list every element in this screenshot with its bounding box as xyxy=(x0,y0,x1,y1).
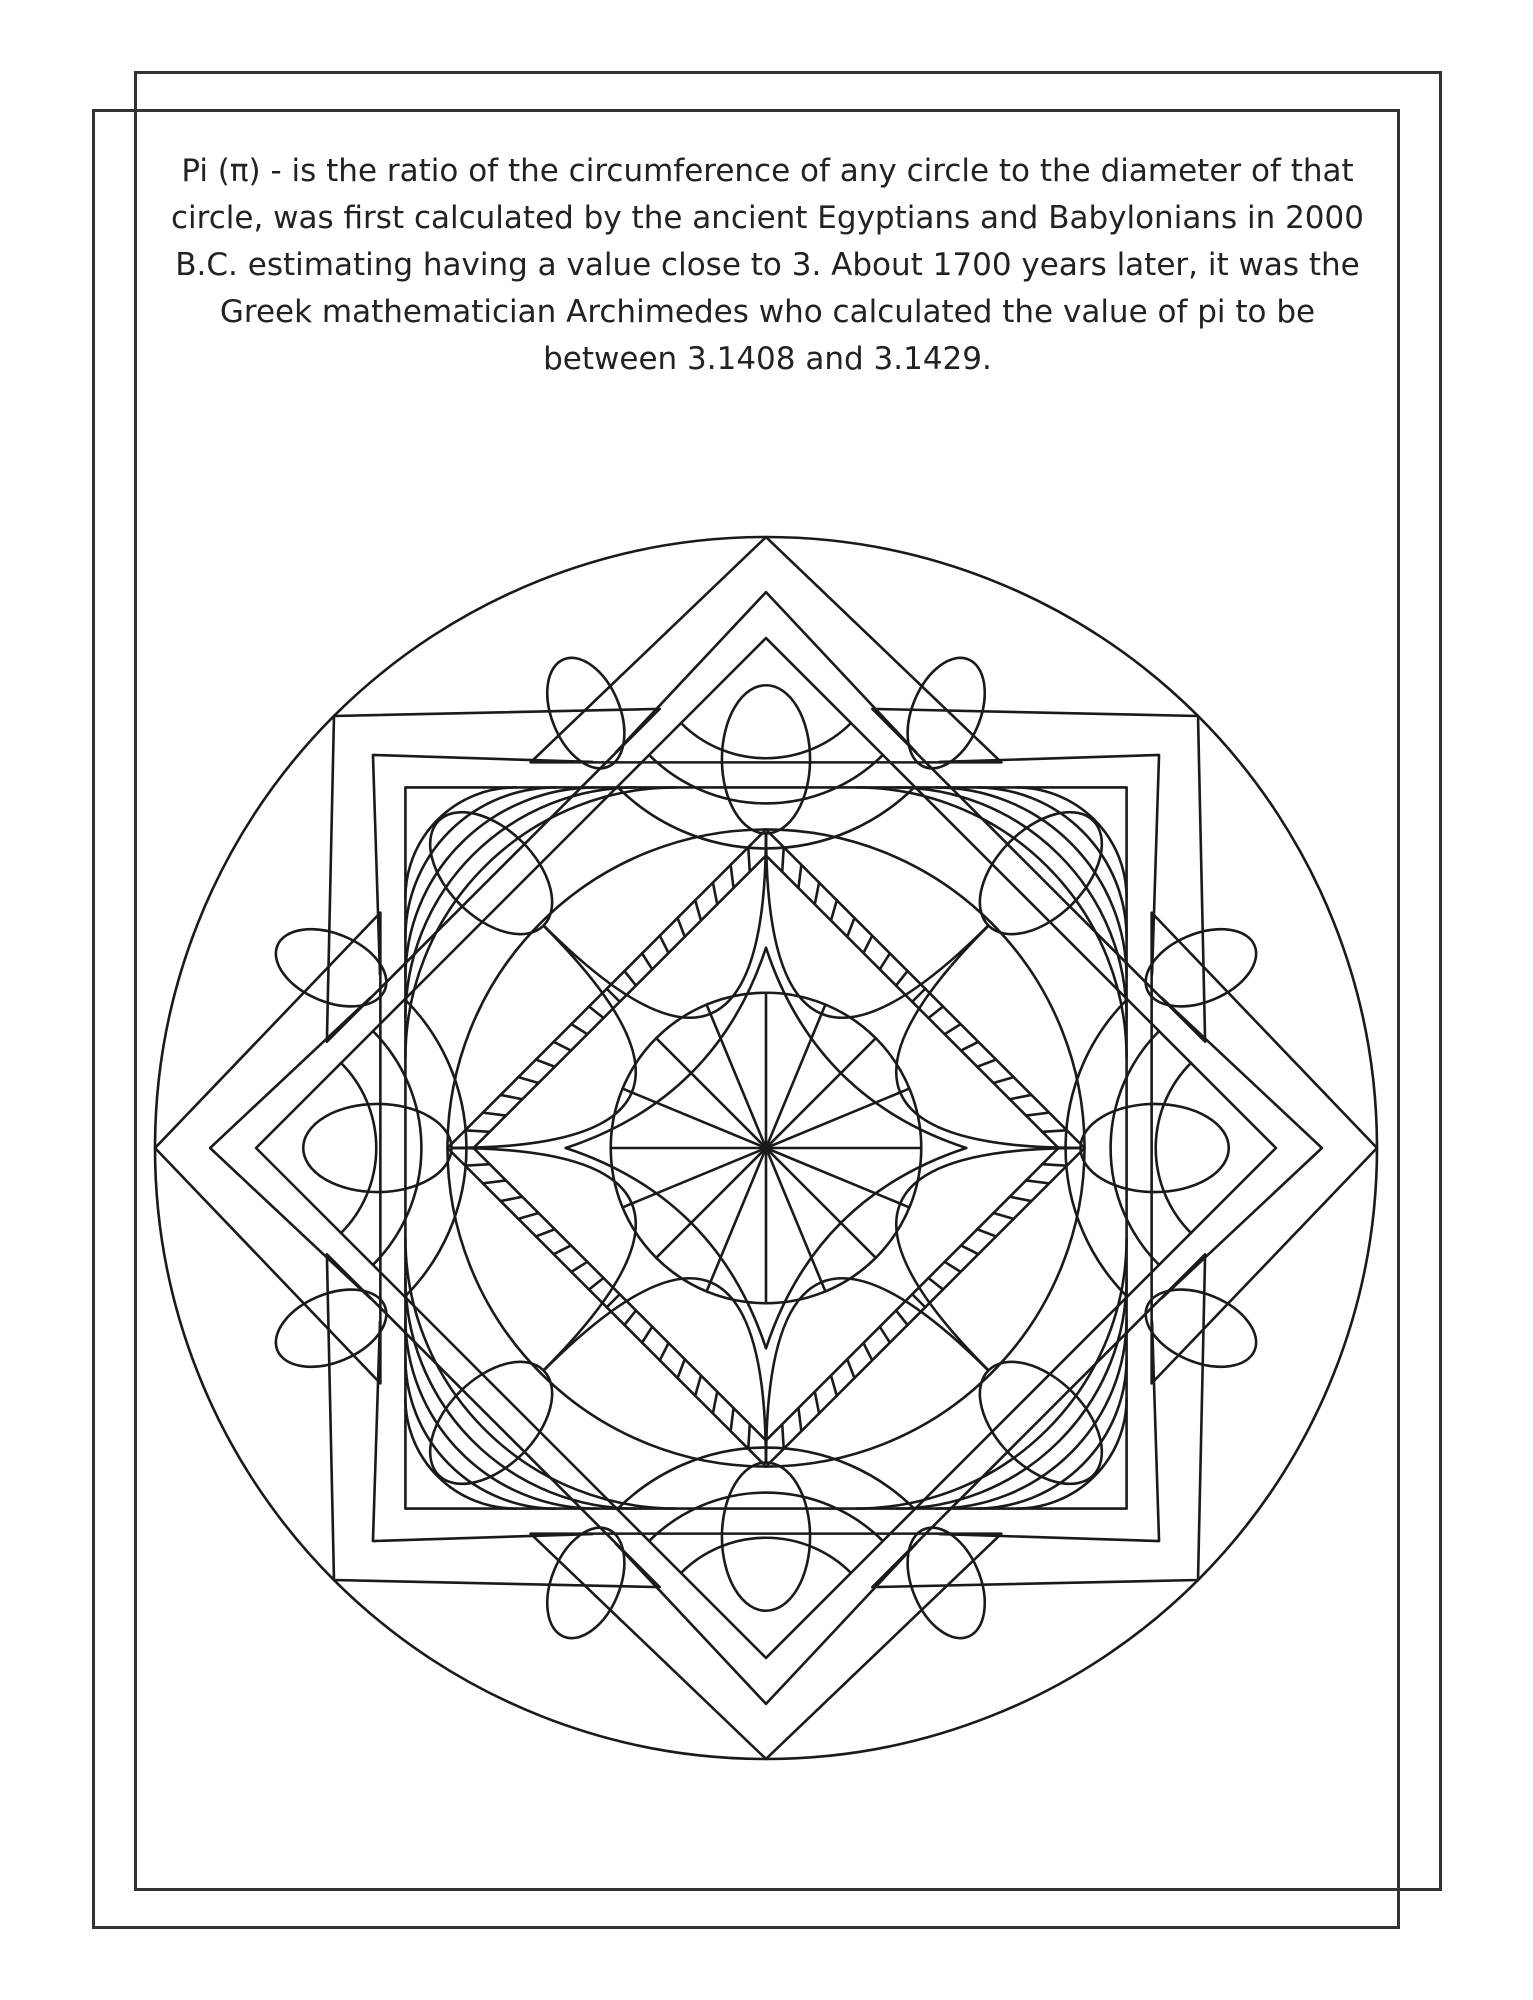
diamond-tick xyxy=(961,1042,978,1051)
spoke xyxy=(656,1148,766,1258)
diamond-tick xyxy=(782,1424,784,1449)
diamond-tick xyxy=(912,989,925,1002)
mandala-icon xyxy=(153,535,1379,1761)
diamond-tick xyxy=(1026,1180,1049,1183)
diamond-tick xyxy=(501,1095,523,1099)
diamond-tick xyxy=(748,1424,750,1449)
diamond-tick xyxy=(798,1408,801,1431)
diamond-tick xyxy=(945,1262,961,1272)
diamond-tick xyxy=(1042,1164,1067,1166)
arc-band xyxy=(681,723,851,758)
arc-band xyxy=(405,787,635,1017)
arc-band xyxy=(976,1358,1126,1508)
arc-band xyxy=(405,1358,555,1508)
diamond-tick xyxy=(678,1359,685,1378)
diamond-tick xyxy=(880,953,890,969)
diamond-tick xyxy=(847,1359,854,1378)
diamond-tick xyxy=(815,883,819,905)
diamond-tick xyxy=(607,1294,620,1307)
diamond-tick xyxy=(993,1213,1013,1219)
star-point-inner xyxy=(616,592,916,752)
diamond-tick xyxy=(589,1006,604,1018)
star-point xyxy=(155,913,380,1384)
diamond-tick xyxy=(782,847,784,872)
diamond-tick xyxy=(847,918,854,937)
diamond-tick xyxy=(465,1130,490,1132)
star-point-inner xyxy=(210,998,370,1298)
diamond-tick xyxy=(536,1229,555,1236)
diamond-tick xyxy=(465,1164,490,1166)
diamond-tick xyxy=(642,953,652,969)
diamond-tick xyxy=(571,1262,587,1272)
arc-band xyxy=(405,1278,635,1508)
diamond-tick xyxy=(713,1392,717,1414)
arc-band xyxy=(341,1063,376,1233)
diamond-tick xyxy=(880,1327,890,1343)
diamond-tick xyxy=(483,1180,506,1183)
diamond-tick xyxy=(695,1375,701,1395)
diamond-tick xyxy=(554,1245,571,1254)
diamond-tick xyxy=(501,1197,523,1201)
star-point xyxy=(531,537,1002,762)
diamond-tick xyxy=(896,1310,908,1325)
spoke xyxy=(656,1038,766,1148)
arc-band xyxy=(896,787,1126,1017)
diamond-tick xyxy=(642,1327,652,1343)
star-point-inner xyxy=(616,1544,916,1704)
diamond-tick xyxy=(731,865,734,888)
diamond-tick xyxy=(977,1229,996,1236)
diamond-tick xyxy=(912,1294,925,1307)
diamond-tick xyxy=(896,971,908,986)
diamond-tick xyxy=(1042,1130,1067,1132)
diamond-tick xyxy=(748,847,750,872)
diamond-tick xyxy=(624,971,636,986)
diamond-tick xyxy=(1010,1095,1032,1099)
diamond-tick xyxy=(993,1077,1013,1083)
diamond-tick xyxy=(831,1375,837,1395)
star-point xyxy=(1152,913,1377,1384)
diamond-tick xyxy=(831,900,837,920)
diamond-tick xyxy=(815,1392,819,1414)
diamond-tick xyxy=(945,1024,961,1034)
diamond-tick xyxy=(589,1278,604,1290)
diamond-tick xyxy=(518,1213,538,1219)
arc-band xyxy=(405,787,555,937)
arc-band xyxy=(681,1538,851,1573)
diamond-tick xyxy=(731,1408,734,1431)
arc-band xyxy=(976,787,1126,937)
arc-band xyxy=(1156,1063,1191,1233)
diamond-tick xyxy=(695,900,701,920)
diamond-tick xyxy=(624,1310,636,1325)
diamond-tick xyxy=(863,936,872,953)
diamond-tick xyxy=(713,883,717,905)
pi-description-text: Pi (π) - is the ratio of the circumference of any circle to the diameter of that circle, was first calculated by the ancient Egyptians and Babylonians in 2000 B.C. estimating having a value close to 3. About 1700 years later, it was the Greek mathematician Archimedes who calculated the value of pi to be between 3.1408 and 3.1429. xyxy=(171,153,1364,377)
spoke xyxy=(766,1148,876,1258)
diamond-tick xyxy=(798,865,801,888)
diamond-tick xyxy=(483,1113,506,1116)
diamond-tick xyxy=(660,936,669,953)
center-dot xyxy=(762,1144,770,1152)
diamond-tick xyxy=(554,1042,571,1051)
diamond-tick xyxy=(607,989,620,1002)
diamond-tick xyxy=(518,1077,538,1083)
diamond-tick xyxy=(1010,1197,1032,1201)
spoke xyxy=(766,1038,876,1148)
diamond-tick xyxy=(961,1245,978,1254)
star-point-inner xyxy=(1162,998,1322,1298)
diamond-tick xyxy=(678,918,685,937)
star-point xyxy=(531,1534,1002,1759)
diamond-tick xyxy=(660,1343,669,1360)
diamond-tick xyxy=(928,1278,943,1290)
arc-band xyxy=(896,1278,1126,1508)
diamond-tick xyxy=(571,1024,587,1034)
diamond-tick xyxy=(1026,1113,1049,1116)
diamond-tick xyxy=(863,1343,872,1360)
diamond-tick xyxy=(536,1060,555,1067)
diamond-tick xyxy=(928,1006,943,1018)
diamond-tick xyxy=(977,1060,996,1067)
